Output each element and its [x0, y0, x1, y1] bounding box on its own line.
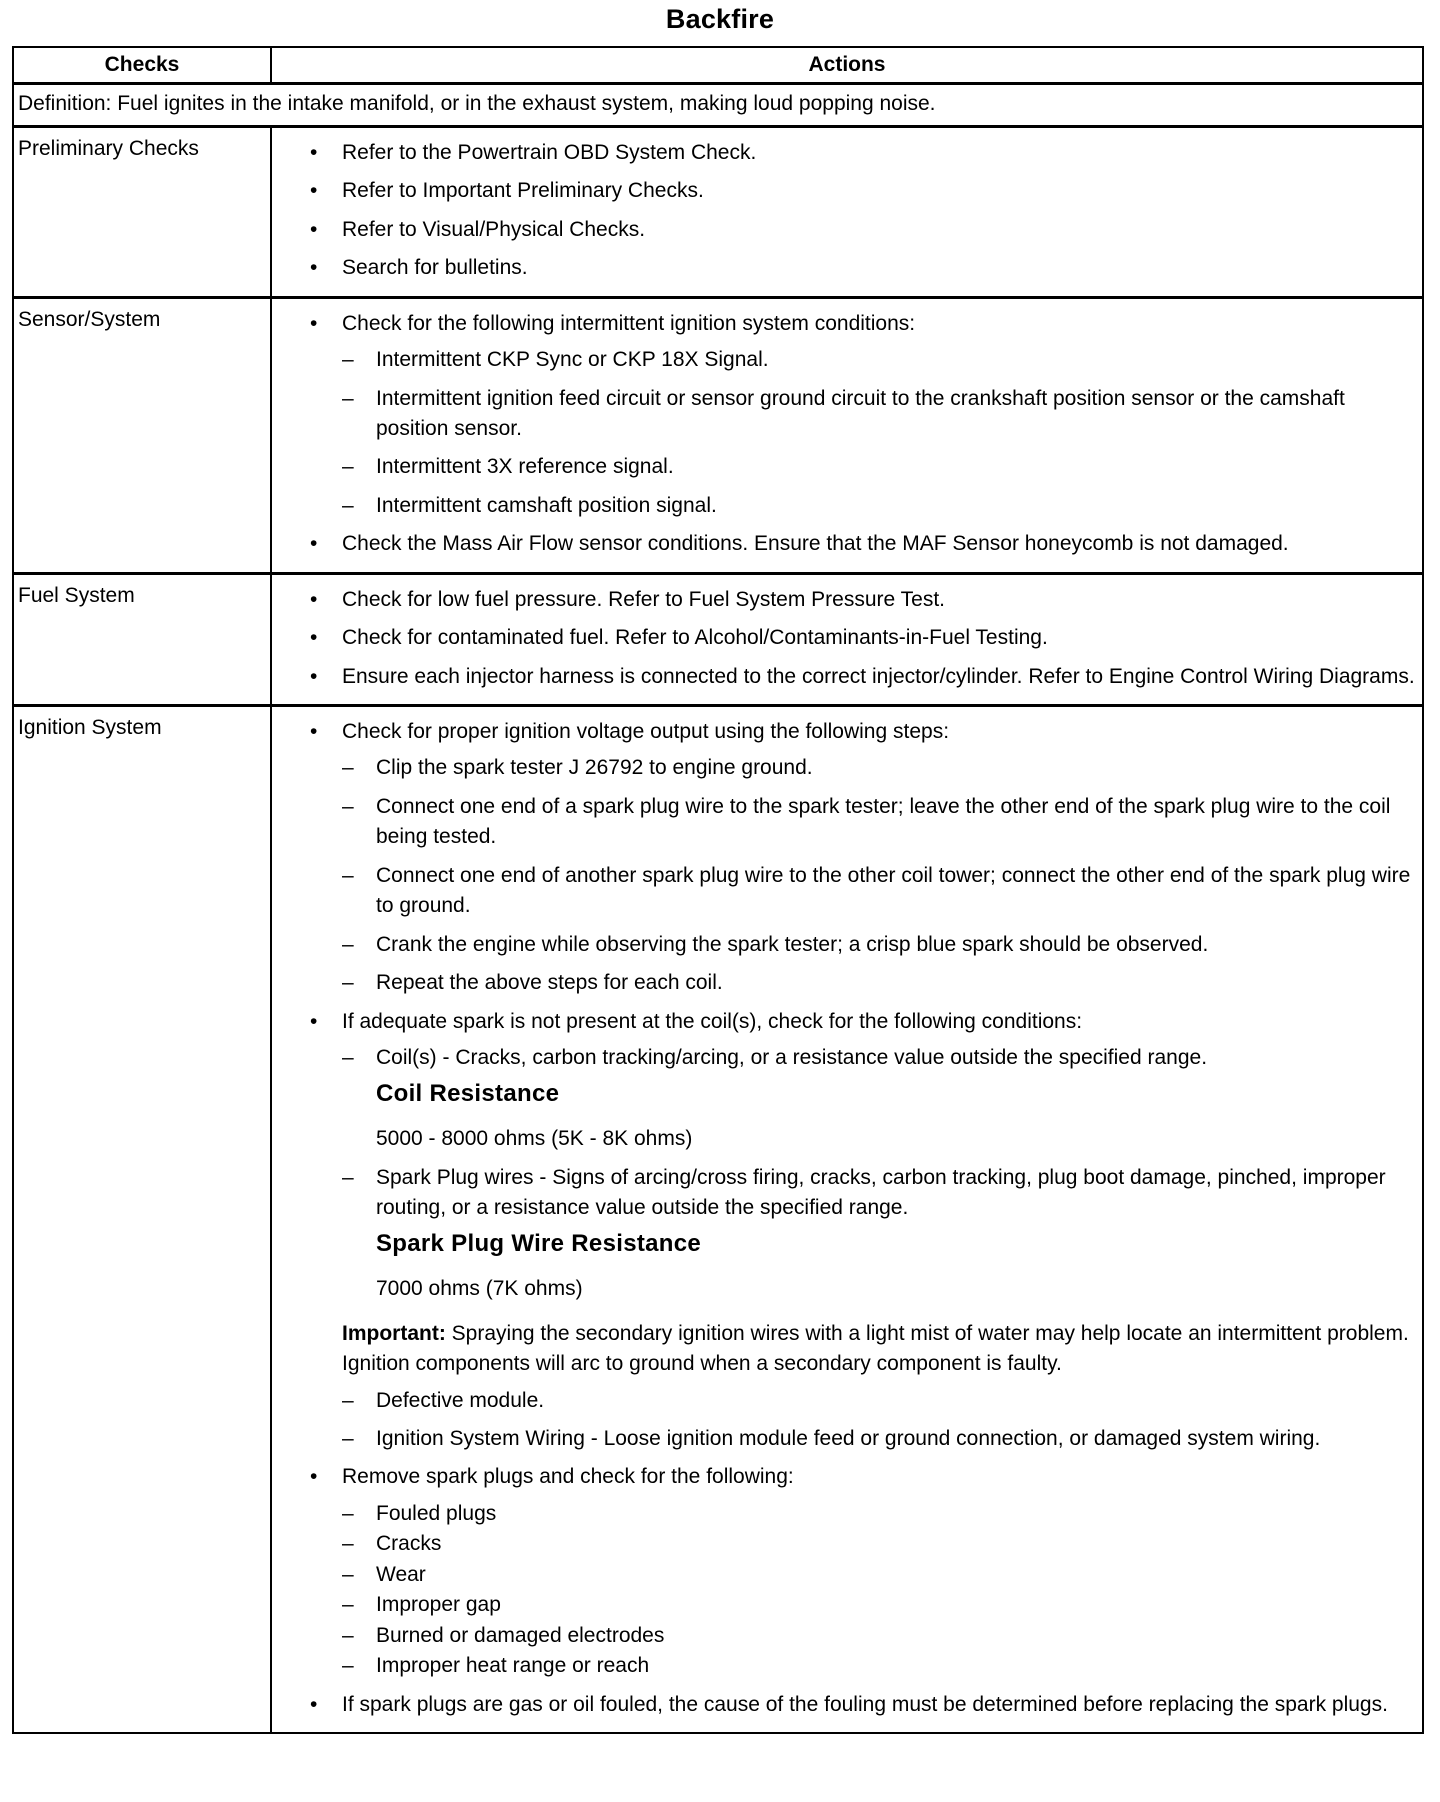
dash-icon: – — [342, 348, 354, 372]
bullet-icon: • — [310, 140, 318, 164]
actions-cell — [271, 297, 1423, 573]
sub-list — [342, 345, 1416, 521]
sub-text: Coil(s) - Cracks, carbon tracking/arcing, or a resistance value outside the specified range. — [376, 1045, 1208, 1069]
sub-text: Connect one end of a spark plug wire to the spark tester; leave the other end of the spark plug wire to the coil being tested. — [376, 794, 1391, 849]
table-row — [13, 126, 1423, 297]
sub-text: Improper gap — [376, 1593, 501, 1617]
table-header-row — [13, 47, 1423, 84]
list-item — [308, 1690, 1416, 1720]
action-text: If adequate spark is not present at the coil(s), check for the following conditions: — [342, 1009, 1083, 1033]
dash-icon: – — [342, 1562, 354, 1586]
sub-list-item — [342, 1163, 1416, 1305]
bullet-icon: • — [310, 311, 318, 335]
dash-icon: – — [342, 1388, 354, 1412]
sub-text: Cracks — [376, 1532, 442, 1556]
definition-row — [13, 84, 1423, 126]
sub-list-item — [342, 930, 1416, 960]
dash-icon: – — [342, 1623, 354, 1647]
sub-list-item — [342, 1621, 1416, 1651]
bullet-icon: • — [310, 587, 318, 611]
sub-list-item — [342, 792, 1416, 853]
dash-icon: – — [342, 455, 354, 479]
bullet-icon: • — [310, 179, 318, 203]
actions-cell — [271, 126, 1423, 297]
dash-icon: – — [342, 1165, 354, 1189]
sub-list-item — [342, 1651, 1416, 1681]
sub-list-item — [342, 452, 1416, 482]
actions-cell — [271, 573, 1423, 705]
table-row — [13, 573, 1423, 705]
dash-icon: – — [342, 1654, 354, 1678]
action-text: If spark plugs are gas or oil fouled, the cause of the fouling must be determined before replacing the spark plugs. — [342, 1692, 1388, 1716]
action-text: Refer to Important Preliminary Checks. — [342, 179, 704, 203]
sub-text: Crank the engine while observing the spark tester; a crisp blue spark should be observed. — [376, 932, 1209, 956]
action-text: Refer to the Powertrain OBD System Check. — [342, 140, 757, 164]
action-text: Check for contaminated fuel. Refer to Alcohol/Contaminants-in-Fuel Testing. — [342, 626, 1048, 650]
list-item — [308, 529, 1416, 559]
dash-icon: – — [342, 386, 354, 410]
coil-resistance-value: 5000 - 8000 ohms (5K - 8K ohms) — [376, 1127, 693, 1151]
dash-icon: – — [342, 1427, 354, 1451]
action-list — [308, 138, 1416, 284]
bullet-icon: • — [310, 256, 318, 280]
sub-list-item — [342, 861, 1416, 922]
bullet-icon: • — [310, 217, 318, 241]
important-text: Spraying the secondary ignition wires with a light mist of water may help locate an intermittent problem. Ignition components will arc to ground when a secondary component is faulty. — [342, 1321, 1409, 1376]
bullet-icon: • — [310, 1009, 318, 1033]
list-item — [308, 215, 1416, 245]
sub-text: Improper heat range or reach — [376, 1654, 650, 1678]
list-item — [308, 1462, 1416, 1681]
dash-icon: – — [342, 971, 354, 995]
sub-list — [342, 1043, 1416, 1305]
diagnostic-table — [12, 46, 1424, 1734]
list-item — [308, 176, 1416, 206]
action-list — [308, 717, 1416, 1720]
sub-text: Fouled plugs — [376, 1501, 497, 1525]
wire-resistance-value: 7000 ohms (7K ohms) — [376, 1277, 583, 1301]
sub-list-item — [342, 1386, 1416, 1416]
sub-list-item — [342, 1424, 1416, 1454]
header-checks: Checks — [13, 47, 271, 84]
sub-list — [342, 1499, 1416, 1682]
bullet-icon: • — [310, 532, 318, 556]
sub-list-item — [342, 753, 1416, 783]
coil-resistance-title: Coil Resistance — [376, 1080, 560, 1108]
action-list — [308, 309, 1416, 560]
sub-list-item — [342, 384, 1416, 445]
action-text: Search for bulletins. — [342, 256, 528, 280]
wire-resistance-title: Spark Plug Wire Resistance — [376, 1230, 702, 1258]
sub-list-item — [342, 491, 1416, 521]
sub-text: Repeat the above steps for each coil. — [376, 971, 723, 995]
sub-text: Clip the spark tester J 26792 to engine ground. — [376, 756, 813, 780]
dash-icon: – — [342, 493, 354, 517]
sub-list-item — [342, 968, 1416, 998]
sub-text: Ignition System Wiring - Loose ignition module feed or ground connection, or damaged system wiring. — [376, 1427, 1321, 1451]
action-text: Check for proper ignition voltage output using the following steps: — [342, 720, 950, 743]
table-row — [13, 706, 1423, 1733]
sub-text: Burned or damaged electrodes — [376, 1623, 665, 1647]
bullet-icon: • — [310, 626, 318, 650]
sub-text: Intermittent 3X reference signal. — [376, 455, 674, 479]
check-name: Sensor/System — [13, 297, 271, 573]
bullet-icon: • — [310, 1465, 318, 1489]
sub-list-item — [342, 1499, 1416, 1529]
sub-list-item — [342, 1590, 1416, 1620]
sub-list — [342, 1386, 1416, 1455]
check-name: Ignition System — [13, 706, 271, 1733]
list-item — [308, 253, 1416, 283]
bullet-icon: • — [310, 1692, 318, 1716]
header-actions: Actions — [271, 47, 1423, 84]
dash-icon: – — [342, 1501, 354, 1525]
page-title: Backfire — [665, 4, 775, 34]
sub-text: Intermittent CKP Sync or CKP 18X Signal. — [376, 348, 769, 372]
sub-text: Spark Plug wires - Signs of arcing/cross firing, cracks, carbon tracking, plug boot damage, pinched, improper routing, or a resistance value outside the specified range. — [376, 1165, 1386, 1220]
list-item — [308, 662, 1416, 692]
definition-text: Definition: Fuel ignites in the intake manifold, or in the exhaust system, making loud popping noise. — [13, 84, 1423, 126]
list-item — [308, 138, 1416, 168]
action-text: Check for the following intermittent ignition system conditions: — [342, 311, 916, 335]
action-text: Refer to Visual/Physical Checks. — [342, 217, 646, 241]
dash-icon: – — [342, 1045, 354, 1069]
check-name: Fuel System — [13, 573, 271, 705]
action-text: Remove spark plugs and check for the following: — [342, 1465, 794, 1489]
sub-list-item — [342, 1560, 1416, 1590]
sub-text: Intermittent camshaft position signal. — [376, 493, 717, 517]
action-text: Check the Mass Air Flow sensor conditions. Ensure that the MAF Sensor honeycomb is not damaged. — [342, 532, 1289, 556]
sub-list-item — [342, 1043, 1416, 1155]
sub-text: Wear — [376, 1562, 426, 1586]
actions-cell — [271, 706, 1423, 1733]
action-list — [308, 585, 1416, 692]
sub-text: Connect one end of another spark plug wire to the other coil tower; connect the other end of the spark plug wire to ground. — [376, 863, 1411, 918]
list-item — [308, 717, 1416, 999]
bullet-icon: • — [310, 664, 318, 688]
dash-icon: – — [342, 1593, 354, 1617]
check-name: Preliminary Checks — [13, 126, 271, 297]
list-item — [308, 1007, 1416, 1455]
action-text: Ensure each injector harness is connected to the correct injector/cylinder. Refer to Engine Control Wiring Diagrams. — [342, 664, 1415, 688]
sub-text: Intermittent ignition feed circuit or sensor ground circuit to the crankshaft position sensor or the camshaft position sensor. — [376, 386, 1345, 440]
list-item — [308, 309, 1416, 522]
dash-icon: – — [342, 932, 354, 956]
dash-icon: – — [342, 756, 354, 780]
action-text: Check for low fuel pressure. Refer to Fuel System Pressure Test. — [342, 587, 946, 611]
sub-list — [342, 753, 1416, 998]
sub-text: Defective module. — [376, 1388, 545, 1412]
important-note — [342, 1319, 1416, 1380]
important-label: Important: — [342, 1321, 446, 1345]
list-item — [308, 623, 1416, 653]
sub-list-item — [342, 1529, 1416, 1559]
dash-icon: – — [342, 863, 354, 887]
sub-list-item — [342, 345, 1416, 375]
dash-icon: – — [342, 1532, 354, 1556]
list-item — [308, 585, 1416, 615]
table-row — [13, 297, 1423, 573]
bullet-icon: • — [310, 720, 318, 743]
dash-icon: – — [342, 794, 354, 818]
